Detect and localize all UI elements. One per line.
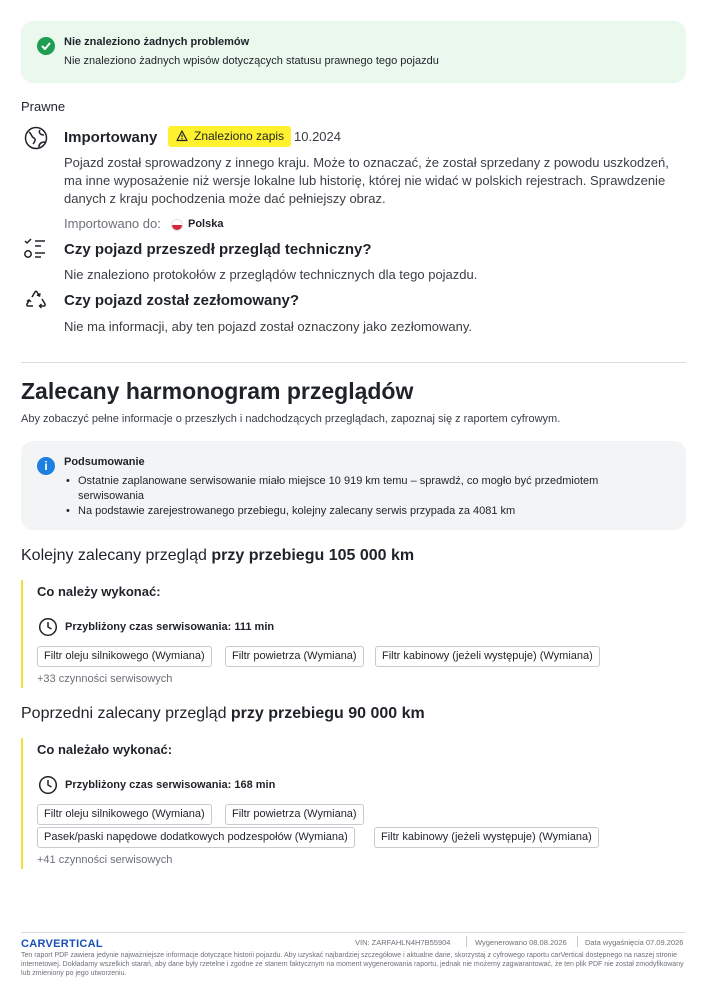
- summary-item: • Ostatnie zaplanowane serwisowanie miało miejsce 10 919 km temu – sprawdź, co mogło być przedmiotem serwisowania: [64, 474, 664, 504]
- service-task-chip: Filtr kabinowy (jeżeli występuje) (Wymiana): [375, 646, 600, 667]
- scrapped-title: Czy pojazd został zezłomowany?: [64, 292, 300, 309]
- footer-divider: [21, 932, 686, 933]
- warning-icon: [176, 130, 188, 142]
- summary-item: • Na podstawie zarejestrowanego przebiegu, kolejny zalecany serwis przypada za 4081 km: [64, 504, 664, 519]
- inspection-title: Czy pojazd przeszedł przegląd techniczny?: [64, 241, 372, 258]
- service-task-chip: Filtr oleju silnikowego (Wymiana): [37, 804, 212, 825]
- clock-icon: [38, 617, 58, 637]
- section-divider: [21, 362, 686, 363]
- banner-title: Nie znaleziono żadnych problemów: [64, 36, 250, 48]
- previous-service-more: +41 czynności serwisowych: [37, 854, 173, 866]
- previous-service-mileage: przy przebiegu 90 000 km: [230, 705, 425, 722]
- recycle-icon: [23, 287, 49, 313]
- service-task-chip: Pasek/paski napędowe dodatkowych podzespołów (Wymiana): [37, 827, 355, 848]
- previous-service-heading: [21, 705, 425, 723]
- next-service-heading-prefix: Kolejny zalecany przegląd: [21, 547, 212, 564]
- previous-service-time: Przybliżony czas serwisowania: 168 min: [65, 779, 276, 791]
- status-banner: [21, 21, 686, 83]
- next-service-more: +33 czynności serwisowych: [37, 673, 173, 685]
- footer-vin: VIN: ZARFAHLN4H7B55904: [355, 938, 451, 947]
- scrapped-description: Nie ma informacji, aby ten pojazd został oznaczony jako zezłomowany.: [64, 319, 473, 334]
- poland-flag-icon: [171, 219, 183, 231]
- summary-title: Podsumowanie: [64, 456, 145, 468]
- clock-icon: [38, 775, 58, 795]
- service-task-chip: Filtr oleju silnikowego (Wymiana): [37, 646, 212, 667]
- previous-service-heading-prefix: Poprzedni zalecany przegląd: [21, 705, 231, 722]
- footer-generated: Wygenerowano 08.08.2026: [475, 938, 567, 947]
- previous-service-box: [21, 738, 686, 869]
- badge-label: Znaleziono zapis: [194, 129, 285, 143]
- record-found-badge: [168, 126, 291, 147]
- service-task-chip: Filtr powietrza (Wymiana): [225, 804, 364, 825]
- imported-title: Importowany: [64, 129, 158, 146]
- checklist-icon: [23, 236, 49, 262]
- globe-icon: [23, 125, 49, 151]
- previous-service-question: Co należało wykonać:: [37, 742, 173, 757]
- carvertical-logo: CARVERTICAL: [21, 938, 103, 950]
- service-task-chip: Filtr powietrza (Wymiana): [225, 646, 364, 667]
- next-service-mileage: przy przebiegu 105 000 km: [211, 547, 415, 564]
- imported-description: Pojazd został sprowadzony z innego kraju. Może to oznaczać, że został sprzedany z powodu uszkodzeń, ma inne wyposażenie niż wersje lokalne lub historię, której nie widać w polskich rejestrach. Sprawdzenie danych z kraju pochodzenia może dać pełniejszy obraz.: [64, 155, 669, 206]
- schedule-subtitle: Aby zobaczyć pełne informacje o przeszłych i nadchodzących przeglądach, zapoznaj się z raportem cyfrowym.: [21, 413, 561, 425]
- import-date: 10.2024: [294, 129, 341, 144]
- check-circle-icon: [37, 37, 55, 55]
- summary-list: [64, 474, 664, 519]
- footer-separator: [577, 936, 578, 947]
- next-service-time: Przybliżony czas serwisowania: 111 min: [65, 621, 275, 633]
- footer-expires: Data wygaśnięcia 07.09.2026: [585, 938, 684, 947]
- import-country: Polska: [188, 218, 224, 230]
- schedule-title: Zalecany harmonogram przeglądów: [21, 378, 414, 404]
- section-label-legal: Prawne: [21, 99, 66, 114]
- next-service-question: Co należy wykonać:: [37, 584, 161, 599]
- footer-disclaimer: Ten raport PDF zawiera jedynie najważniejsze informacje dotyczące historii pojazdu. Aby uzyskać najbardziej szczegółowe i aktualne dane, skorzystaj z cyfrowego raportu carVertical dostępnego na naszej stronie internetowej. Dokładamy wszelkich starań, aby dane były rzetelne i zgodne ze stanem faktycznym na moment wygenerowania raportu, jednak nie możemy zagwarantować, że ten plik PDF nie został zmodyfikowany lub zmieniony po jego utworzeniu.: [21, 952, 684, 977]
- imported-to-label: Importowano do:: [64, 216, 161, 231]
- summary-box: [21, 441, 686, 530]
- service-task-chip: Filtr kabinowy (jeżeli występuje) (Wymiana): [374, 827, 599, 848]
- next-service-box: [21, 580, 686, 688]
- info-icon: i: [37, 457, 55, 475]
- next-service-heading: [21, 547, 414, 565]
- banner-text: Nie znaleziono żadnych wpisów dotyczących statusu prawnego tego pojazdu: [64, 55, 439, 67]
- inspection-description: Nie znaleziono protokołów z przeglądów technicznych dla tego pojazdu.: [64, 267, 478, 282]
- footer-separator: [466, 936, 467, 947]
